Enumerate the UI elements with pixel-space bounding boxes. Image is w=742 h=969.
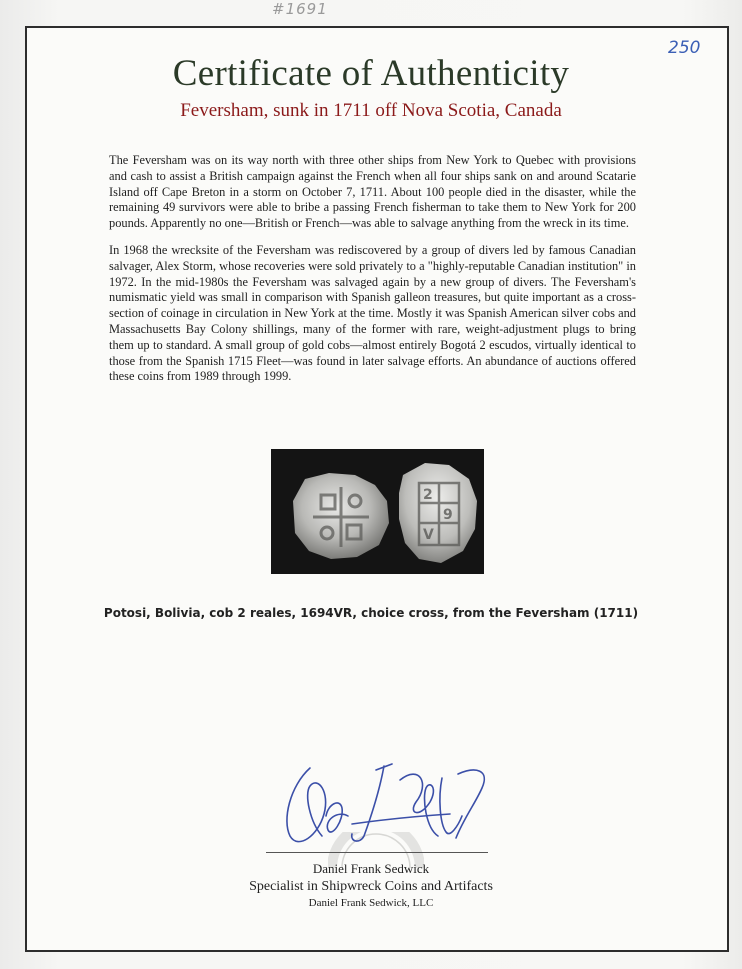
svg-text:9: 9 [443, 507, 453, 523]
company-name: Daniel Frank Sedwick, LLC [308, 897, 434, 909]
signer-title: Specialist in Shipwreck Coins and Artifacts [249, 879, 493, 894]
signature-line [266, 852, 488, 853]
silver-cob-coins-photo-icon [271, 449, 484, 574]
coin-caption: Potosi, Bolivia, cob 2 reales, 1694VR, choice cross, from the Feversham (1711) [103, 606, 639, 620]
certificate-title: Certificate of Authenticity [172, 53, 570, 94]
handwritten-signature-icon [280, 758, 494, 854]
coin-photo [271, 449, 484, 574]
svg-text:2: 2 [423, 487, 433, 503]
history-paragraph-1: The Feversham was on its way north with three other ships from New York to Quebec with provisions and cash to assist a British campaign against the French when all four ships sank on and around Scatarie Island off Cape Breton in a storm on October 7, 1711. About 100 people died in the disaster, while the remaining 49 survivors were able to bribe a passing French fisherman to take them to New York for 200 pounds. Apparently no one—British or French—was able to salvage anything from the wreck in its time. [109, 153, 636, 231]
handwritten-price-note: 250 [668, 38, 701, 58]
history-paragraph-2: In 1968 the wrecksite of the Feversham was rediscovered by a group of divers led by famous Canadian salvager, Alex Storm, whose recoveries were sold privately to a "highly-reputable Canadian institution" in 1972. In the mid-1980s the Feversham was salvaged again by a new group of divers. The Feversham's numismatic yield was small in comparison with Spanish galleon treasures, but quite important as a cross-section of coinage in circulation in New York at the time. Mostly it was Spanish American silver cobs and Massachusetts Bay Colony shillings, many of the former with rare, weight-adjustment plugs to bring them up to standard. A small group of gold cobs—almost entirely Bogotá 2 escudos, virtually identical to those from the Spanish 1715 Fleet—was found in later salvage efforts. An abundance of auctions offered these coins from 1989 through 1999. [109, 243, 636, 384]
signer-name: Daniel Frank Sedwick [312, 861, 430, 876]
svg-text:V: V [423, 527, 434, 543]
handwritten-inventory-number: #1691 [272, 0, 328, 18]
certificate-subtitle: Feversham, sunk in 1711 off Nova Scotia, Canada [180, 100, 562, 121]
